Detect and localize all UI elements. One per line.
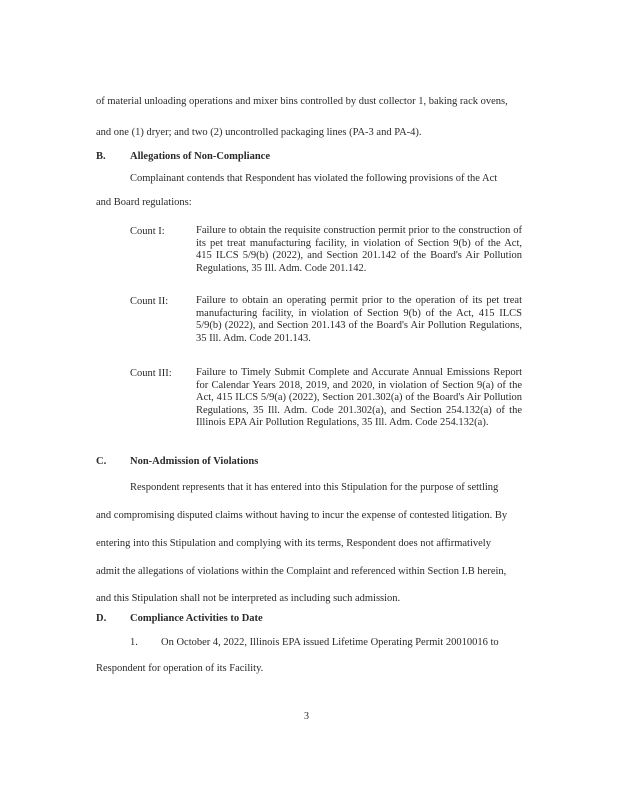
count-2-label: Count II: <box>130 296 169 307</box>
section-d-letter: D. <box>96 613 107 624</box>
section-c-line-2: and compromising disputed claims without having to incur the expense of contested litigation. By <box>96 510 508 521</box>
section-d-title: Compliance Activities to Date <box>130 613 263 624</box>
count-3-text: Failure to Timely Submit Complete and Accurate Annual Emissions Report for Calendar Years 2018, 2019, and 2020, in violation of Section 9(a) of the Act, 415 ILCS 5/9(a) (2022), Section 201.302(a) of the Board's Air Pollution Regulations, 35 Ill. Adm. Code 201.302(a), and Section 254.132(a) of the Illinois EPA Air Pollution Regulations, 35 Ill. Adm. Code 254.132(a). <box>196 367 522 429</box>
section-c-line-4: admit the allegations of violations within the Complaint and referenced within Section I.B herein, <box>96 566 507 577</box>
section-c-line-1: Respondent represents that it has entered into this Stipulation for the purpose of settling <box>130 482 499 493</box>
page-number: 3 <box>304 711 309 722</box>
section-c-line-5: and this Stipulation shall not be interpreted as including such admission. <box>96 593 401 604</box>
count-1-text: Failure to obtain the requisite construction permit prior to the construction of its pet treat manufacturing facility, in violation of Section 9(b) of the Act, 415 ILCS 5/9(b) (2022), and Section 201.142 of the Board's Air Pollution Regulations, 35 Ill. Adm. Code 201.142. <box>196 225 522 274</box>
continuation-line-1: of material unloading operations and mixer bins controlled by dust collector 1, baking rack ovens, <box>96 96 508 107</box>
section-d-item-number: 1. <box>130 637 138 648</box>
section-d-item-line-1: On October 4, 2022, Illinois EPA issued Lifetime Operating Permit 20010016 to <box>161 637 499 648</box>
count-2-text: Failure to obtain an operating permit prior to the operation of its pet treat manufacturing facility, in violation of Section 9(b) of the Act, 415 ILCS 5/9(b) (2022), and Section 201.143 of the Board's Air Pollution Regulations, 35 Ill. Adm. Code 201.143. <box>196 295 522 344</box>
section-b-intro-line-1: Complainant contends that Respondent has violated the following provisions of the Act <box>130 173 498 184</box>
section-c-title: Non-Admission of Violations <box>130 456 259 467</box>
section-b-letter: B. <box>96 151 106 162</box>
count-1-label: Count I: <box>130 226 165 237</box>
section-c-line-3: entering into this Stipulation and complying with its terms, Respondent does not affirmatively <box>96 538 491 549</box>
section-b-title: Allegations of Non-Compliance <box>130 151 270 162</box>
section-b-intro-line-2: and Board regulations: <box>96 197 192 208</box>
section-d-item-line-2: Respondent for operation of its Facility. <box>96 663 264 674</box>
section-c-letter: C. <box>96 456 107 467</box>
continuation-line-2: and one (1) dryer; and two (2) uncontrolled packaging lines (PA-3 and PA-4). <box>96 127 422 138</box>
count-3-label: Count III: <box>130 368 172 379</box>
